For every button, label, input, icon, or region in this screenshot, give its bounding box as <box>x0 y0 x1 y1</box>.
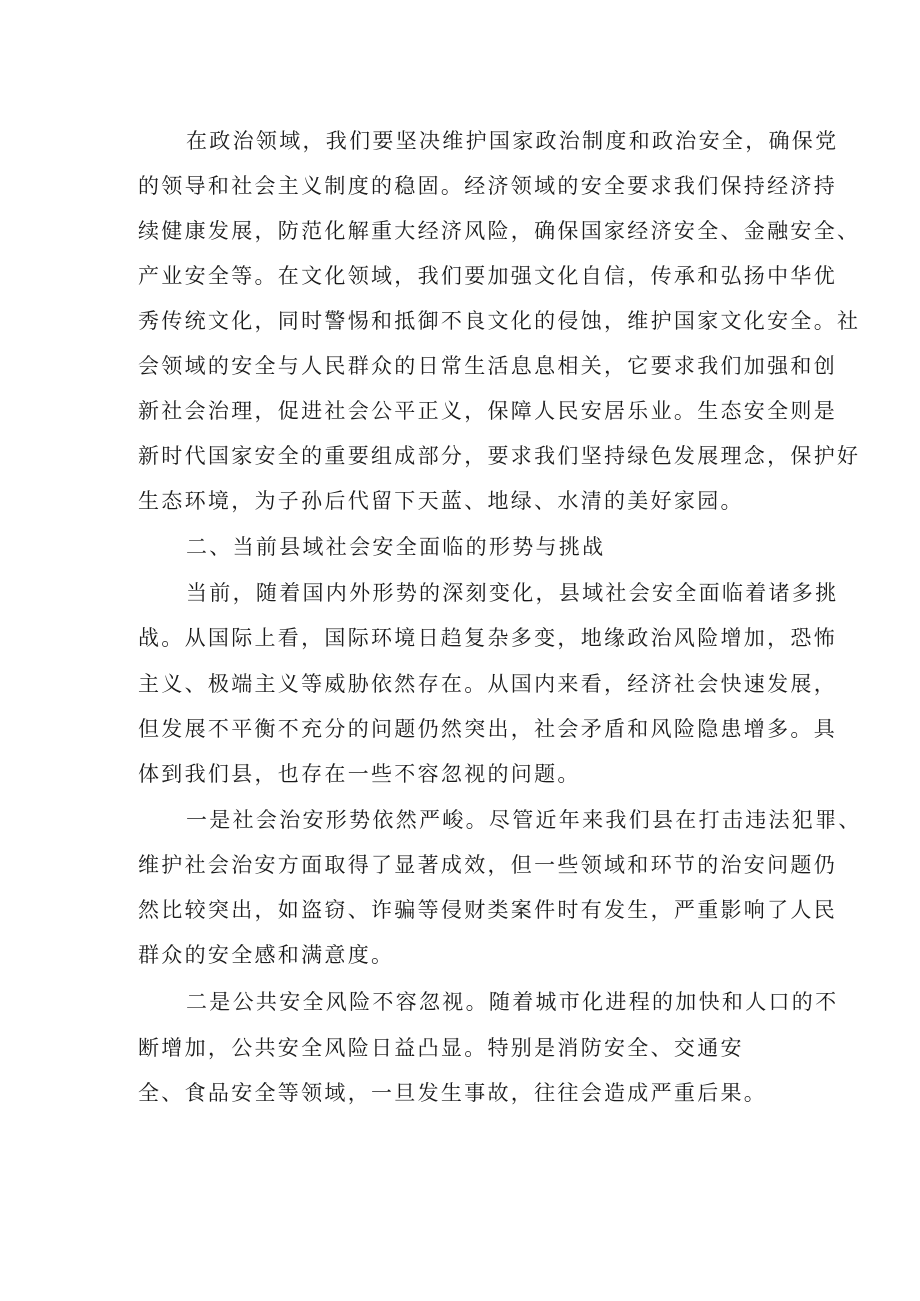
paragraph-line: 新时代国家安全的重要组成部分，要求我们坚持绿色发展理念，保护好 <box>138 444 861 468</box>
paragraph-line: 二是公共安全风险不容忽视。随着城市化进程的加快和人口的不 <box>186 990 839 1014</box>
paragraph-line: 然比较突出，如盗窃、诈骗等侵财类案件时有发生，严重影响了人民 <box>138 898 837 922</box>
paragraph-line: 在政治领域，我们要坚决维护国家政治制度和政治安全，确保党 <box>186 129 839 153</box>
paragraph-line: 续健康发展，防范化解重大经济风险，确保国家经济安全、金融安全、 <box>138 219 861 243</box>
paragraph-line: 秀传统文化，同时警惕和抵御不良文化的侵蚀，维护国家文化安全。社 <box>138 309 861 333</box>
paragraph-line: 生态环境，为子孙后代留下天蓝、地绿、水清的美好家园。 <box>138 489 744 513</box>
paragraph-line: 断增加，公共安全风险日益凸显。特别是消防安全、交通安 <box>138 1036 744 1060</box>
paragraph-line: 新社会治理，促进社会公平正义，保障人民安居乐业。生态安全则是 <box>138 399 837 423</box>
paragraph-line: 会领域的安全与人民群众的日常生活息息相关，它要求我们加强和创 <box>138 354 837 378</box>
paragraph-line: 的领导和社会主义制度的稳固。经济领域的安全要求我们保持经济持 <box>138 174 837 198</box>
paragraph-line: 维护社会治安方面取得了显著成效，但一些领域和环节的治安问题仍 <box>138 853 837 877</box>
paragraph-line: 战。从国际上看，国际环境日趋复杂多变，地缘政治风险增加，恐怖 <box>138 626 837 650</box>
paragraph-line: 一是社会治安形势依然严峻。尽管近年来我们县在打击违法犯罪、 <box>186 808 862 832</box>
paragraph-line: 群众的安全感和满意度。 <box>138 943 395 967</box>
paragraph-line: 但发展不平衡不充分的问题仍然突出，社会矛盾和风险隐患增多。具 <box>138 717 837 741</box>
paragraph-line: 全、食品安全等领域，一旦发生事故，往往会造成严重后果。 <box>138 1081 768 1105</box>
paragraph-line: 体到我们县，也存在一些不容忽视的问题。 <box>138 762 581 786</box>
paragraph-line: 主义、极端主义等威胁依然存在。从国内来看，经济社会快速发展， <box>138 672 837 696</box>
section-heading: 二、当前县域社会安全面临的形势与挑战 <box>186 535 606 559</box>
paragraph-line: 产业安全等。在文化领域，我们要加强文化自信，传承和弘扬中华优 <box>138 264 837 288</box>
paragraph-line: 当前，随着国内外形势的深刻变化，县域社会安全面临着诸多挑 <box>186 581 839 605</box>
